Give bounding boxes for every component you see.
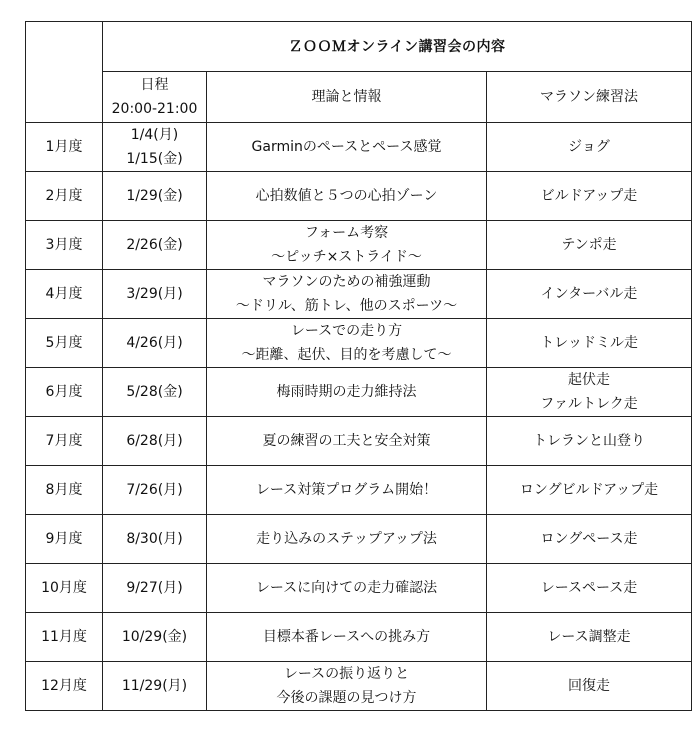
practice-cell-line: レース調整走 xyxy=(547,629,631,645)
header-date-line: 日程 xyxy=(140,77,169,93)
practice-cell-line: 起伏走 xyxy=(568,372,611,388)
date-cell xyxy=(103,662,207,711)
title-row xyxy=(26,22,692,72)
theory-cell-line: ～距離、起伏、目的を考慮して～ xyxy=(241,347,452,363)
theory-cell-line: ～ドリル、筋トレ、他のスポーツ～ xyxy=(235,298,458,314)
month-cell: 8月度 xyxy=(26,466,103,515)
date-cell-line: 5/28(金) xyxy=(126,384,183,400)
table-row xyxy=(26,466,692,515)
date-cell xyxy=(103,221,207,270)
practice-cell xyxy=(487,270,692,319)
theory-cell xyxy=(207,172,487,221)
month-cell: 10月度 xyxy=(26,564,103,613)
practice-cell-line: ビルドアップ走 xyxy=(540,188,638,204)
date-cell-line: 9/27(月) xyxy=(126,580,183,596)
practice-cell-line: インターバル走 xyxy=(540,286,638,302)
date-cell xyxy=(103,515,207,564)
table-row xyxy=(26,319,692,368)
theory-cell xyxy=(207,270,487,319)
theory-cell-line: 夏の練習の工夫と安全対策 xyxy=(262,433,431,449)
header-theory: 理論と情報 xyxy=(207,72,487,123)
theory-cell-line: 心拍数値と５つの心拍ゾーン xyxy=(255,188,438,204)
table-row xyxy=(26,564,692,613)
date-cell xyxy=(103,319,207,368)
theory-cell xyxy=(207,319,487,368)
table-row xyxy=(26,123,692,172)
theory-cell-line: Garminのペースとペース感覚 xyxy=(251,139,442,155)
table-title: ＺＯＯＭオンライン講習会の内容 xyxy=(103,22,692,72)
table-row xyxy=(26,417,692,466)
date-cell-line: 7/26(月) xyxy=(126,482,183,498)
month-cell: 3月度 xyxy=(26,221,103,270)
practice-cell xyxy=(487,662,692,711)
date-cell-line: 10/29(金) xyxy=(121,629,188,645)
practice-cell xyxy=(487,221,692,270)
table-row xyxy=(26,368,692,417)
date-cell-line: 1/29(金) xyxy=(126,188,183,204)
practice-cell xyxy=(487,123,692,172)
date-cell xyxy=(103,172,207,221)
theory-cell-line: レースでの走り方 xyxy=(290,323,403,339)
date-cell xyxy=(103,613,207,662)
month-cell: 9月度 xyxy=(26,515,103,564)
theory-cell xyxy=(207,613,487,662)
month-cell: 5月度 xyxy=(26,319,103,368)
practice-cell-line: ジョグ xyxy=(568,139,610,155)
practice-cell-line: ロングペース走 xyxy=(540,531,638,547)
table-row xyxy=(26,172,692,221)
practice-cell xyxy=(487,417,692,466)
practice-cell-line: テンポ走 xyxy=(561,237,617,253)
theory-cell-line: マラソンのための補強運動 xyxy=(262,274,431,290)
header-date xyxy=(103,72,207,123)
schedule-table-body xyxy=(26,22,692,711)
theory-cell xyxy=(207,368,487,417)
theory-cell xyxy=(207,564,487,613)
theory-cell xyxy=(207,221,487,270)
month-cell: 7月度 xyxy=(26,417,103,466)
theory-cell-line: レースの振り返りと xyxy=(283,666,410,682)
table-row xyxy=(26,613,692,662)
corner-cell xyxy=(26,22,103,123)
practice-cell xyxy=(487,515,692,564)
header-row xyxy=(26,72,692,123)
theory-cell xyxy=(207,662,487,711)
date-cell-line: 6/28(月) xyxy=(126,433,183,449)
date-cell xyxy=(103,368,207,417)
theory-cell xyxy=(207,123,487,172)
schedule-table xyxy=(25,21,692,711)
date-cell xyxy=(103,466,207,515)
practice-cell xyxy=(487,368,692,417)
date-cell-line: 1/15(金) xyxy=(126,151,183,167)
month-cell: 12月度 xyxy=(26,662,103,711)
practice-cell-line: レースペース走 xyxy=(540,580,638,596)
practice-cell-line: 回復走 xyxy=(568,678,611,694)
date-cell-line: 3/29(月) xyxy=(126,286,183,302)
table-row xyxy=(26,221,692,270)
table-row xyxy=(26,515,692,564)
practice-cell xyxy=(487,613,692,662)
header-practice: マラソン練習法 xyxy=(487,72,692,123)
date-cell-line: 11/29(月) xyxy=(121,678,188,694)
month-cell: 2月度 xyxy=(26,172,103,221)
date-cell xyxy=(103,564,207,613)
theory-cell xyxy=(207,515,487,564)
month-cell: 6月度 xyxy=(26,368,103,417)
date-cell xyxy=(103,123,207,172)
theory-cell xyxy=(207,466,487,515)
month-cell: 4月度 xyxy=(26,270,103,319)
theory-cell-line: 目標本番レースへの挑み方 xyxy=(262,629,431,645)
theory-cell-line: 走り込みのステップアップ法 xyxy=(256,531,437,547)
theory-cell-line: 今後の課題の見つけ方 xyxy=(276,690,417,706)
theory-cell-line: レースに向けての走力確認法 xyxy=(255,580,438,596)
practice-cell xyxy=(487,172,692,221)
theory-cell-line: レース対策プログラム開始！ xyxy=(255,482,438,498)
practice-cell-line: ファルトレク走 xyxy=(540,396,638,412)
practice-cell xyxy=(487,319,692,368)
practice-cell-line: トレランと山登り xyxy=(533,433,646,449)
date-cell-line: 1/4(月) xyxy=(130,127,179,143)
date-cell-line: 8/30(月) xyxy=(126,531,183,547)
header-date-line: 20:00-21:00 xyxy=(111,101,198,117)
theory-cell-line: 梅雨時期の走力維持法 xyxy=(276,384,417,400)
practice-cell xyxy=(487,564,692,613)
table-row xyxy=(26,270,692,319)
date-cell xyxy=(103,417,207,466)
practice-cell xyxy=(487,466,692,515)
date-cell xyxy=(103,270,207,319)
month-cell: 11月度 xyxy=(26,613,103,662)
month-cell: 1月度 xyxy=(26,123,103,172)
theory-cell-line: フォーム考察 xyxy=(304,225,389,241)
date-cell-line: 4/26(月) xyxy=(126,335,183,351)
theory-cell xyxy=(207,417,487,466)
theory-cell-line: ～ピッチ×ストライド～ xyxy=(271,249,422,265)
table-row xyxy=(26,662,692,711)
practice-cell-line: トレッドミル走 xyxy=(540,335,638,351)
practice-cell-line: ロングビルドアップ走 xyxy=(519,482,659,498)
date-cell-line: 2/26(金) xyxy=(126,237,183,253)
